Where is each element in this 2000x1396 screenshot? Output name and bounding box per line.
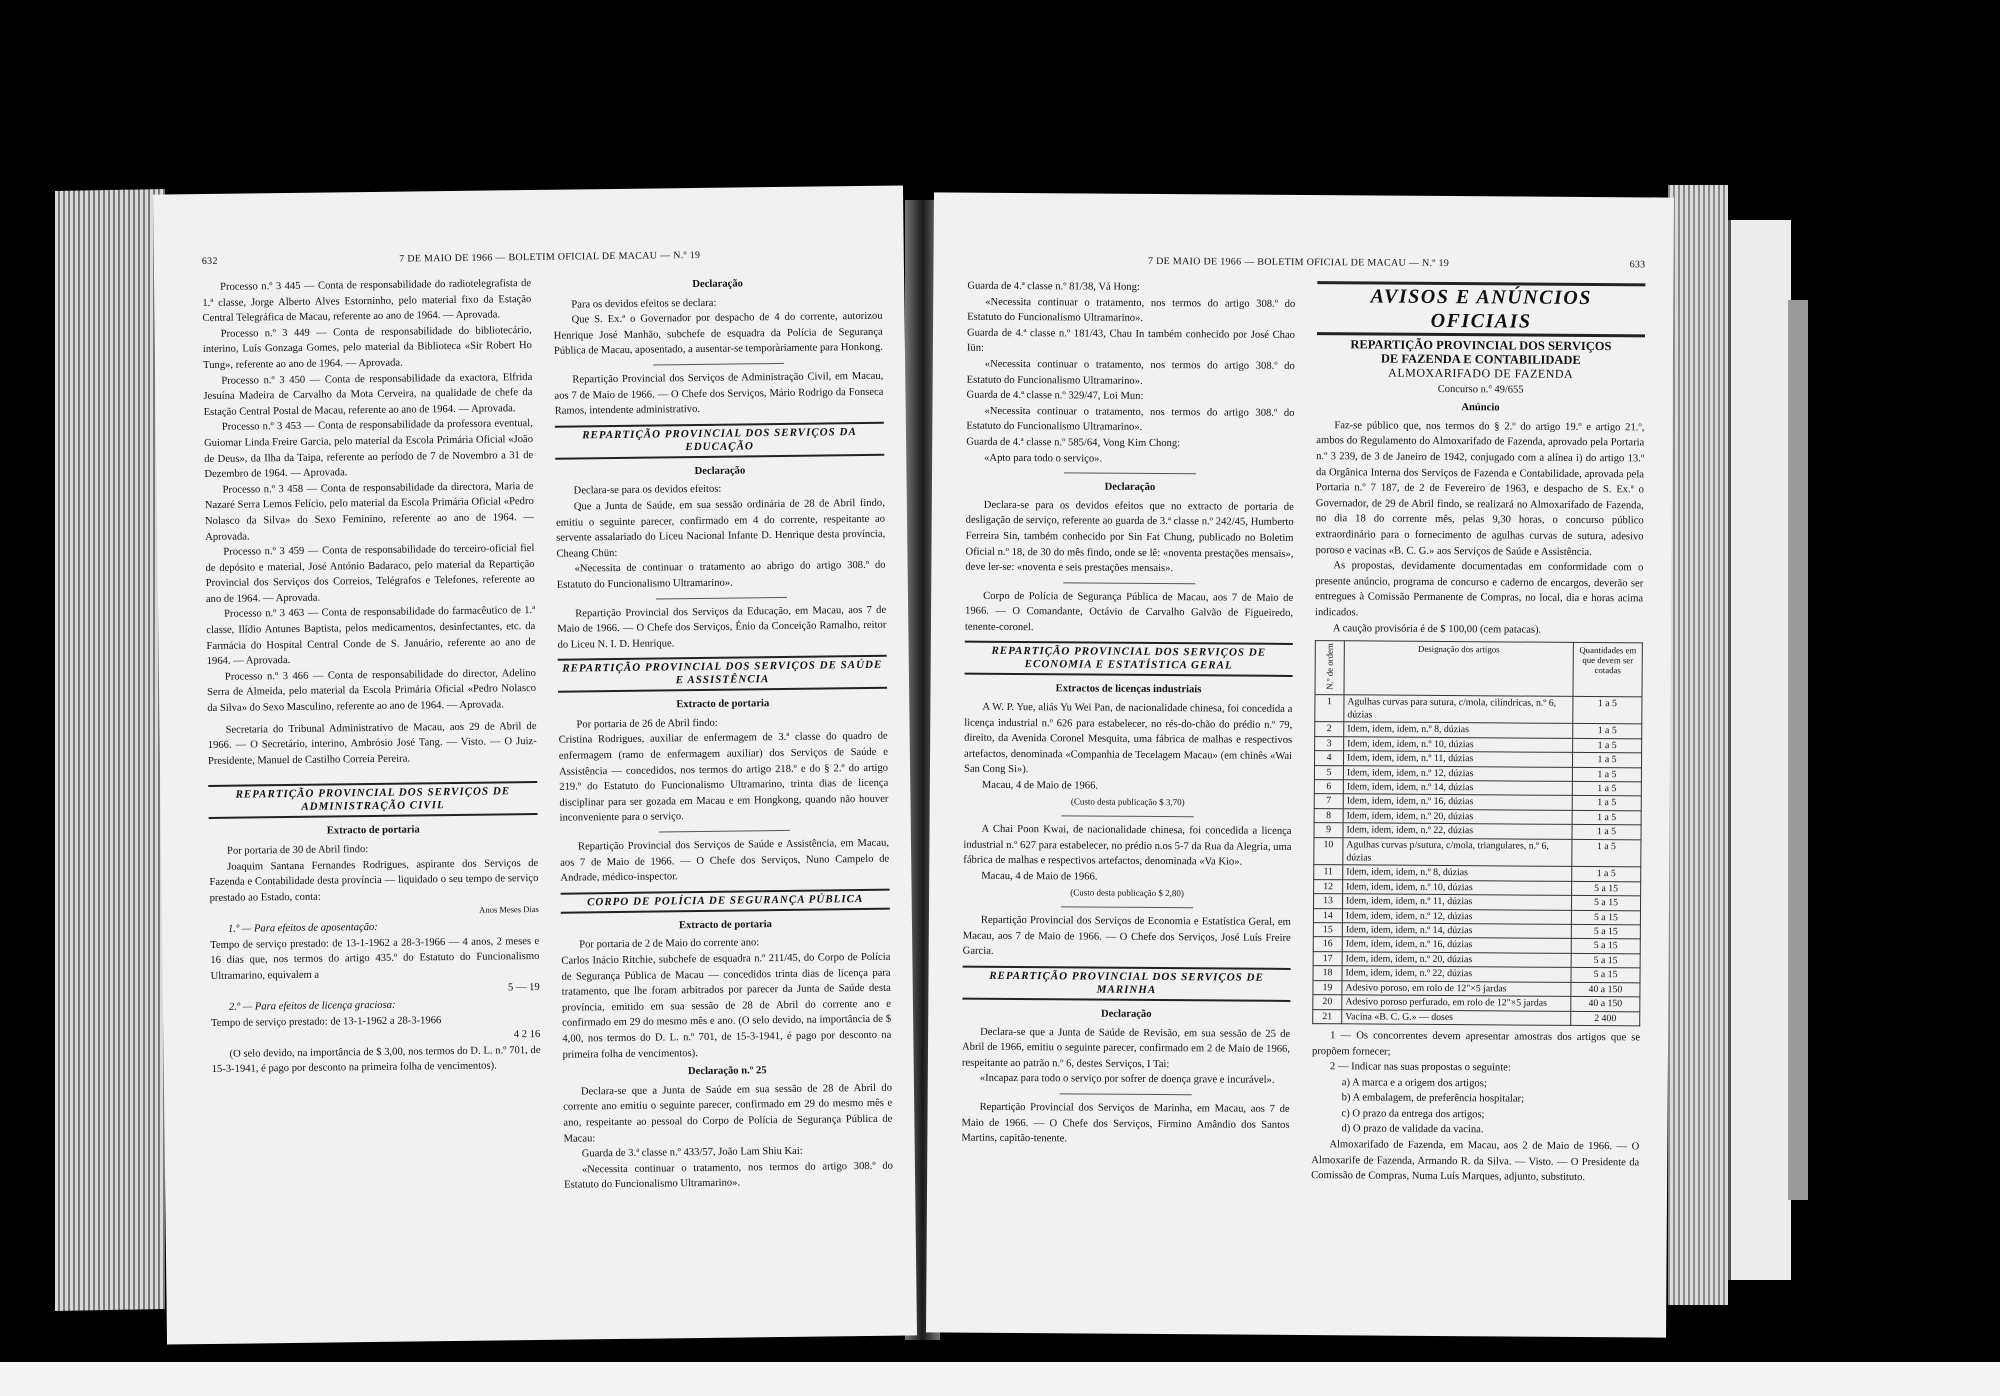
article-description: Adesivo poroso perfurado, em rolo de 12"×5 jardas — [1342, 995, 1571, 1011]
table-row — [1314, 751, 1641, 768]
row-number: 18 — [1313, 966, 1342, 981]
row-number: 4 — [1314, 751, 1343, 766]
guard-entry: Guarda de 4.ª classe n.º 585/64, Vong Kim Chong: — [966, 436, 1181, 450]
book-edge-left — [55, 189, 165, 1311]
item-value: 4 2 16 — [513, 1029, 541, 1041]
quantity: 1 a 5 — [1573, 696, 1642, 724]
table-row — [1313, 937, 1640, 954]
article-description: Idem, idem, idem, n.º 20, dúzias — [1342, 952, 1571, 968]
table-row — [1313, 908, 1640, 925]
book-cover-right — [1728, 220, 1791, 1280]
item-title: 1.º — Para efeitos de aposentação: — [227, 921, 378, 935]
quantity: 5 a 15 — [1571, 953, 1640, 968]
paragraph: Carlos Inácio Ritchie, subchefe de esquadra n.º 211/45, do Corpo de Polícia de Segurança Pública de Macau — concedidos trinta dias de licença para tratamento, que lhe foram arbitrados por parecer da Junta de Saúde desta província, emitido em sua sessão de 28 de Abril do corrente ano e confirmado em 29 do mesmo mês e ano. (O selo devido, na importância de $ 4,00, nos termos do D. L. n.º 701, de 15-3-1941, é pago por desconto na primeira folha de vencimentos). — [561, 951, 892, 1061]
article-description: Idem, idem, idem, n.º 10, dúzias — [1344, 737, 1573, 753]
department-heading: DE FAZENDA E CONTABILIDADE — [1380, 351, 1581, 367]
table-row — [1315, 736, 1642, 753]
left-column-2 — [553, 272, 893, 1194]
process-entry: Processo n.º 3 459 — Conta de responsabilidade do terceiro-oficial fiel de depósito e material, José António Badaraco, pelo material da Repartição Provincial dos Serviços dos Correios, Telégrafos e Telefones, referente ao ano de 1964. — Aprovada. — [205, 543, 535, 605]
table-header: Designação dos artigos — [1344, 641, 1573, 696]
separator — [1061, 907, 1192, 909]
table-row — [1315, 722, 1642, 739]
signature: Repartição Provincial dos Serviços de Saúde e Assistência, em Macau, aos 7 de Maio de 1966. — O Chefe dos Serviços, Nuno Campelo de Andrade, médico-inspector. — [560, 837, 890, 884]
paragraph: Por portaria de 2 de Maio do corrente ano: — [579, 937, 760, 951]
section-heading-economy: REPARTIÇÃO PROVINCIAL DOS SERVIÇOS DE ECONOMIA E ESTATÍSTICA GERAL — [965, 641, 1293, 677]
row-number: 13 — [1314, 894, 1343, 909]
article-description: Idem, idem, idem, n.º 16, dúzias — [1342, 937, 1571, 953]
announcement-title: Anúncio — [1461, 402, 1500, 414]
date-line: Macau, 4 de Maio de 1966. — [981, 870, 1098, 883]
table-row — [1314, 894, 1641, 911]
table-row — [1315, 694, 1642, 724]
row-number: 9 — [1314, 823, 1343, 838]
article-description: Idem, idem, idem, n.º 10, dúzias — [1343, 880, 1572, 896]
item-text: Tempo de serviço prestado: de 13-1-1962 a 28-3-1966 — 4 anos, 2 meses e 16 dias que, nos termos do artigo 435.º do Estatuto do Funcionalismo Ultramarino, equivalem a — [210, 935, 540, 982]
quantity: 5 a 15 — [1571, 896, 1640, 911]
declaration-title: Declaração n.º 25 — [687, 1065, 767, 1078]
left-column-1 — [202, 276, 542, 1198]
quantity: 1 a 5 — [1573, 724, 1642, 739]
table-row — [1313, 1009, 1640, 1026]
articles-table — [1312, 640, 1643, 1026]
stamp-note: (O selo devido, na importância de $ 3,00, nos termos do D. L. n.º 701, de 15-3-1941, é pago por desconto na primeira folha de vencimentos). — [211, 1044, 541, 1076]
process-entry: Processo n.º 3 450 — Conta de responsabilidade da exactora, Elfrida Jesuína Madeira de Carvalho da Mota Cerveira, na qualidade de chefe da Estação Central Postal de Macau, referente ao ano de 1964. — Aprovada. — [203, 371, 533, 418]
signature: Repartição Provincial dos Serviços de Administração Civil, em Macau, aos 7 de Maio de 1966. — O Chefe dos Serviços, Mário Rodrigo da Fonseca Ramos, intendente administrativo. — [554, 370, 884, 417]
row-number: 2 — [1315, 722, 1344, 737]
process-entry: Processo n.º 3 445 — Conta de responsabilidade do radiotelegrafista de 1.ª classe, Jorge Alberto Alves Estorninho, pelo material fixo da Estação Central Telegráfica de Macau, referente ao ano de 1964. — Aprovada. — [202, 278, 532, 325]
article-description: Idem, idem, idem, n.º 12, dúzias — [1343, 765, 1572, 781]
separator — [1062, 816, 1193, 818]
row-number: 3 — [1315, 736, 1344, 751]
paragraph: Joaquim Santana Fernandes Rodrigues, aspirante dos Serviços de Fazenda e Contabilidade desta província — liquidado o seu tempo de serviço prestado ao Estado, conta: — [209, 857, 539, 904]
table-row — [1314, 879, 1641, 896]
table-row — [1313, 995, 1640, 1012]
table-row — [1313, 980, 1640, 997]
article-description: Idem, idem, idem, n.º 22, dúzias — [1343, 823, 1572, 839]
subheading: Extracto de portaria — [678, 918, 773, 932]
declaration-title: Declaração — [692, 278, 744, 291]
row-number: 12 — [1314, 879, 1343, 894]
row-number: 21 — [1313, 1009, 1342, 1024]
quantity: 1 a 5 — [1572, 810, 1641, 825]
subheading: Extracto de portaria — [326, 824, 420, 837]
row-number: 11 — [1314, 865, 1343, 880]
quote: «Necessita continuar o tratamento, nos termos do artigo 308.º do Estatuto do Funcionalismo Ultramarino». — [967, 296, 1296, 325]
time-columns-header: Anos Meses Dias — [479, 904, 539, 916]
office-name: ALMOXARIFADO DE FAZENDA — [1388, 365, 1574, 381]
row-number: 20 — [1313, 995, 1342, 1010]
quantity: 1 a 5 — [1572, 825, 1641, 840]
date-line: Macau, 4 de Maio de 1966. — [981, 779, 1099, 792]
right-column-2 — [1311, 281, 1645, 1186]
paragraph: Por portaria de 26 de Abril findo: — [576, 717, 718, 731]
row-number: 16 — [1313, 937, 1342, 952]
quantity: 5 a 15 — [1571, 910, 1640, 925]
article-description: Idem, idem, idem, n.º 20, dúzias — [1343, 809, 1572, 825]
book-spine-shadow — [1788, 300, 1808, 1200]
right-column-1 — [961, 279, 1295, 1184]
quantity: 1 a 5 — [1573, 738, 1642, 753]
paragraph: Declara-se que a Junta de Saúde de Revisão, em sua sessão de 25 de Abril de 1966, emitiu o seguinte parecer, confirmado em 2 de Maio de 1966, respeitante ao patrão n.º 6, destes Serviços, I Tai: — [961, 1026, 1291, 1070]
paragraph: Que a Junta de Saúde, em sua sessão ordinária de 28 de Abril findo, emitiu o seguinte parecer, confirmado em 4 do corrente, respeitante ao servente assalariado do Liceu Nacional Infante D. Henrique desta província, Cheang Chün: — [555, 497, 886, 560]
quantity: 1 a 5 — [1572, 867, 1641, 882]
note-item: c) O prazo da entrega dos artigos; — [1341, 1108, 1485, 1121]
guard-entry: Guarda de 4.ª classe n.º 329/47, Loi Mun: — [966, 389, 1144, 403]
quantity: 5 a 15 — [1571, 924, 1640, 939]
article-description: Idem, idem, idem, n.º 22, dúzias — [1342, 966, 1571, 982]
declaration-title: Declaração — [694, 465, 746, 477]
process-entry: Processo n.º 3 463 — Conta de responsabilidade do farmacêutico de 1.ª classe, Ilídio Antunes Baptista, pelos medicamentos, desinfectantes, etc. da Farmácia do Hospital Central Conde de S. Januário, referente ao ano de 1964. — Aprovada. — [206, 605, 536, 668]
row-number: 8 — [1314, 808, 1343, 823]
separator — [653, 363, 785, 366]
publication-cost: (Custo desta publicação $ 3,70) — [1070, 796, 1185, 807]
left-header-title: 7 DE MAIO DE 1966 — BOLETIM OFICIAL DE MACAU — N.º 19 — [399, 249, 701, 265]
article-description: Agulhas curvas para sutura, c/mola, cilíndricas, n.º 6, dúzias — [1344, 694, 1573, 723]
process-entry: Processo n.º 3 466 — Conta de responsabilidade do director, Adelino Serra de Almeida, pelo material da Escola Primária Oficial «Pedro Nolasco da Silva» do Sexo Masculino, referente ao ano de 1964. — Aprovada. — [207, 667, 537, 715]
quantity: 1 a 5 — [1572, 781, 1641, 796]
department-heading: REPARTIÇÃO PROVINCIAL DOS SERVIÇOS — [1350, 337, 1612, 354]
quantity: 40 a 150 — [1571, 982, 1640, 997]
publication-cost: (Custo desta publicação $ 2,80) — [1070, 886, 1184, 898]
article-description: Idem, idem, idem, n.º 16, dúzias — [1343, 794, 1572, 810]
article-description: Idem, idem, idem, n.º 12, dúzias — [1342, 908, 1571, 924]
row-number: 15 — [1313, 923, 1342, 938]
separator — [1064, 472, 1195, 474]
table-row — [1314, 823, 1641, 840]
paragraph: Faz-se público que, nos termos do § 2.º do artigo 19.º e artigo 21.º, ambos do Regulamento do Almoxarifado de Fazenda, aprovado pela Portaria n.º 3 239, de 3 de Janeiro de 1942, conjugado com a alínea i) do artigo 13.º da Orgânica Interna dos Serviços de Fazenda e Contabilidade, aprovada pela Portaria n.º 7 187, de 2 de Fevereiro de 1963, e despacho de S. Ex.ª o Governador, de 29 de Abril findo, se realizará no Almoxarifado de Fazenda, no dia 18 do corrente mês, pelas 9,30 horas, o concurso público extraordinário para o fornecimento de agulhas curvas de sutura, adesivo poroso e vacinas «B. C. G.» aos Serviços de Saúde e Assistência. — [1315, 420, 1645, 558]
signature: Corpo de Polícia de Segurança Pública de Macau, aos 7 de Maio de 1966. — O Comandante, Octávio de Carvalho Galvão de Figueiredo, tenente-coronel. — [964, 590, 1294, 634]
row-number: 1 — [1315, 694, 1344, 722]
paragraph: Que S. Ex.ª o Governador por despacho de 4 do corrente, autorizou Henrique José Manhão, subchefe de esquadra da Polícia de Segurança Pública de Macau, aposentado, a ausentar-se temporàriamente para Honkong. — [553, 310, 883, 358]
table-header: Quantidades em que devem ser cotadas — [1573, 642, 1642, 696]
signature: Repartição Provincial dos Serviços de Economia e Estatística Geral, em Macau, aos 7 de Maio de 1966. — O Chefe dos Serviços, José Luís Freire Garcia. — [962, 914, 1291, 958]
quantity: 1 a 5 — [1572, 796, 1641, 811]
right-header-title: 7 DE MAIO DE 1966 — BOLETIM OFICIAL DE MACAU — N.º 19 — [1147, 255, 1450, 270]
guard-entry: Guarda de 4.ª classe n.º 181/43, Chau In também conhecido por José Chao Iün: — [966, 327, 1296, 355]
signature: Repartição Provincial dos Serviços da Educação, em Macau, aos 7 de Maio de 1966. — O Chefe dos Serviços, Énio da Conceição Ramalho, reitor do Liceu N. I. D. Henrique. — [557, 604, 887, 651]
section-heading-navy: REPARTIÇÃO PROVINCIAL DOS SERVIÇOS DE MARINHA — [962, 966, 1290, 1002]
table-row — [1313, 951, 1640, 968]
separator — [656, 596, 788, 599]
article-description: Agulhas curvas p/sutura, c/mola, triangulares, n.º 6, dúzias — [1343, 837, 1572, 866]
quote: «Necessita continuar o tratamento, nos termos do artigo 308.º do Estatuto do Funcionalismo Ultramarino». — [966, 358, 1295, 387]
quote: «Necessita continuar o tratamento, nos termos do artigo 308.º do Estatuto do Funcionalismo Ultramarino». — [966, 405, 1295, 434]
guard-entry: Guarda de 3.ª classe n.º 433/57, João Lam Shiu Kai: — [581, 1145, 803, 1160]
quantity: 5 a 15 — [1571, 939, 1640, 954]
row-number: 17 — [1313, 951, 1342, 966]
paragraph: A W. P. Yue, aliás Yu Wei Pan, de nacionalidade chinesa, foi concedida a licença industrial n.º 626 para estabelecer, no rés-do-chão do prédio n.º 79, direito, da Avenida Coronel Mesquita, uma fábrica de malhas e respectivos artefactos, denominada «Companhia de Tecelagem Macau» (em chinês «Wai San Cong Si»). — [963, 701, 1293, 776]
right-running-head — [967, 253, 1645, 273]
paragraph: Declara-se que a Junta de Saúde em sua sessão de 28 de Abril do corrente ano emitiu o seguinte parecer, confirmado em 29 do mesmo mês e ano, respeitante ao pessoal do Corpo de Polícia de Segurança Pública de Macau: — [563, 1082, 893, 1145]
guard-entry: Guarda de 4.ª classe n.º 81/38, Vá Hong: — [967, 280, 1140, 293]
subheading: Extractos de licenças industriais — [1055, 683, 1202, 696]
left-page — [153, 185, 917, 1344]
declaration-title: Declaração — [1100, 1008, 1152, 1020]
quantity: 1 a 5 — [1572, 767, 1641, 782]
separator — [659, 830, 791, 833]
tribunal-signature: Secretaria do Tribunal Administrativo de Macau, aos 29 de Abril de 1966. — O Secretário, interino, Ambrósio José Tang. — Visto. — O Juiz-Presidente, Manuel de Castilho Correia Pereira. — [207, 720, 537, 767]
paragraph: As propostas, devidamente documentadas em conformidade com o presente anúncio, programa de concurso e caderno de encargos, deverão ser entregues à Comissão Permanente de Compras, no local, dia e horas acima indicados. — [1315, 560, 1644, 619]
contest-number: Concurso n.º 49/655 — [1437, 383, 1524, 396]
process-entry: Processo n.º 3 453 — Conta de responsabilidade da professora eventual, Guiomar Linda Freire Garcia, pelo material da Escola Primária Oficial «João de Deus», da Ilha da Taipa, referente ao período de 7 de Novembro a 31 de Dezembro de 1964. — Aprovada. — [203, 418, 534, 481]
paragraph: A Chai Poon Kwai, de nacionalidade chinesa, foi concedida a licença industrial n.º 627 para estabelecer, no prédio n.os 5-7 da Rua da Alegria, uma fábrica de malhas e respectivos artefactos, denominada «Va Kio». — [963, 823, 1292, 869]
signature: Repartição Provincial dos Serviços de Marinha, em Macau, aos 7 de Maio de 1966. — O Chefe dos Serviços, Firmino Amândio dos Santos Martins, capitão-tenente. — [961, 1101, 1290, 1145]
article-description: Idem, idem, idem, n.º 11, dúzias — [1343, 751, 1572, 767]
section-heading-police: CORPO DE POLÍCIA DE SEGURANÇA PÚBLICA — [561, 888, 890, 913]
table-header: N.º de ordem — [1315, 641, 1344, 695]
paragraph: Declara-se para os devidos efeitos: — [573, 484, 722, 497]
paragraph: A caução provisória é de $ 100,00 (cem patacas). — [1332, 622, 1542, 636]
note-item: b) A embalagem, de preferência hospitalar; — [1341, 1092, 1525, 1105]
declaration-title: Declaração — [1104, 481, 1156, 494]
table-row — [1314, 780, 1641, 797]
item-title: 2.º — Para efeitos de licença graciosa: — [228, 999, 396, 1013]
left-page-number: 632 — [201, 255, 218, 268]
process-entry: Processo n.º 3 458 — Conta de responsabilidade da directora, Maria de Nazaré Serra Lemos Felício, pelo material da Escola Primária Oficial «Pedro Nolasco da Silva» do Sexo Feminino, referente ao ano de 1964. — Aprovada. — [204, 480, 535, 543]
quantity: 1 a 5 — [1572, 839, 1641, 867]
quantity: 5 a 15 — [1572, 881, 1641, 896]
article-description: Idem, idem, idem, n.º 8, dúzias — [1343, 865, 1572, 881]
article-description: Idem, idem, idem, n.º 11, dúzias — [1342, 894, 1571, 910]
book-edge-right — [1668, 185, 1728, 1305]
article-description: Vacina «B. C. G.» — doses — [1342, 1009, 1571, 1025]
paragraph: Declara-se para os devidos efeitos que no extracto de portaria de desligação de serviço, referente ao guarda de 3.ª classe n.º 242/45, Humberto Ferreira Sin, também conhecido por Sin Fat Chung, publicado no Boletim Oficial n.º 18, de 30 do mês findo, onde se lê: «noventa prestações mensais», deve ler-se: «noventa e seis prestações mensais». — [965, 499, 1294, 575]
quantity: 2 400 — [1571, 1011, 1640, 1026]
note-item: a) A marca e a origem dos artigos; — [1341, 1076, 1487, 1089]
quote: «Incapaz para todo o serviço por sofrer de doença grave e incurável». — [979, 1073, 1275, 1087]
article-description: Idem, idem, idem, n.º 8, dúzias — [1344, 722, 1573, 738]
table-row — [1314, 794, 1641, 811]
table-row — [1314, 865, 1641, 882]
table-row — [1314, 765, 1641, 782]
quantity: 5 a 15 — [1571, 968, 1640, 983]
note: 2 — Indicar nas suas propostas o seguinte: — [1329, 1061, 1511, 1074]
row-number: 19 — [1313, 980, 1342, 995]
scanner-bottom-strip — [0, 1362, 2000, 1396]
quantity: 40 a 150 — [1571, 996, 1640, 1011]
left-running-head — [202, 246, 882, 270]
row-number: 10 — [1314, 837, 1343, 865]
item-value: 5 — 19 — [507, 982, 540, 994]
quantity: 1 a 5 — [1572, 753, 1641, 768]
right-page-number: 633 — [1629, 259, 1646, 271]
row-number: 5 — [1314, 765, 1343, 780]
right-page — [926, 192, 1674, 1337]
separator — [1064, 582, 1195, 584]
section-heading-admin: REPARTIÇÃO PROVINCIAL DOS SERVIÇOS DE ADMINISTRAÇÃO CIVIL — [208, 781, 537, 819]
table-row — [1313, 923, 1640, 940]
note-item: d) O prazo de validade da vacina. — [1341, 1123, 1484, 1136]
article-description: Adesivo poroso, em rolo de 12"×5 jardas — [1342, 980, 1571, 996]
item-text: Tempo de serviço prestado: de 13-1-1962 a 28-3-1966 — [211, 1014, 442, 1029]
article-description: Idem, idem, idem, n.º 14, dúzias — [1342, 923, 1571, 939]
row-number: 7 — [1314, 794, 1343, 809]
quote: «Necessita de continuar o tratamento ao abrigo do artigo 308.º do Estatuto do Funcionalismo Ultramarino». — [556, 560, 886, 591]
quote: «Necessita continuar o tratamento, nos termos do artigo 308.º do Estatuto do Funcionalismo Ultramarino». — [564, 1160, 893, 1191]
paragraph: Para os devidos efeitos se declara: — [571, 297, 717, 311]
subheading: Extracto de portaria — [676, 698, 770, 711]
table-row — [1314, 837, 1641, 867]
signature: Almoxarifado de Fazenda, em Macau, aos 2 de Maio de 1966. — O Almoxarife de Fazenda, Armando R. da Silva. — Visto. — O Presidente da Comissão de Compras, Numa Luís Marques, adjunto, substituto. — [1311, 1139, 1640, 1184]
table-row — [1314, 808, 1641, 825]
table-row — [1313, 966, 1640, 983]
paragraph: Por portaria de 30 de Abril findo: — [226, 844, 369, 857]
quote: «Apto para todo o serviço». — [984, 452, 1103, 465]
section-heading-education: REPARTIÇÃO PROVINCIAL DOS SERVIÇOS DA EDUCAÇÃO — [555, 421, 884, 459]
row-number: 6 — [1314, 780, 1343, 795]
process-entry: Processo n.º 3 449 — Conta de responsabilidade do bibliotecário, interino, Luís Gonzaga Gomes, pelo material da Biblioteca «Sir Robert Ho Tung», referente ao ano de 1964. — Aprovada. — [202, 324, 532, 371]
row-number: 14 — [1313, 908, 1342, 923]
separator — [1060, 1093, 1191, 1095]
section-heading-health: REPARTIÇÃO PROVINCIAL DOS SERVIÇOS DE SAÚDE E ASSISTÊNCIA — [558, 655, 887, 693]
paragraph: Cristina Rodrigues, auxiliar de enfermagem de 3.ª classe do quadro de enfermagem (ramo de enfermagem auxiliar) dos Serviços de Saúde e Assistência — concedidos, nos termos do artigo 218.º e do § 2.º do artigo 219.º do Estatuto do Funcionalismo Ultramarino, trinta dias de licença disciplinar para ser gozada em Macau e em Hongkong, quando não houver inconveniente para o serviço. — [558, 731, 889, 825]
notices-banner: AVISOS E ANÚNCIOS OFICIAIS — [1317, 281, 1645, 337]
article-description: Idem, idem, idem, n.º 14, dúzias — [1343, 780, 1572, 796]
note: 1 — Os concorrentes devem apresentar amostras dos artigos que se propõem fornecer; — [1311, 1030, 1641, 1058]
